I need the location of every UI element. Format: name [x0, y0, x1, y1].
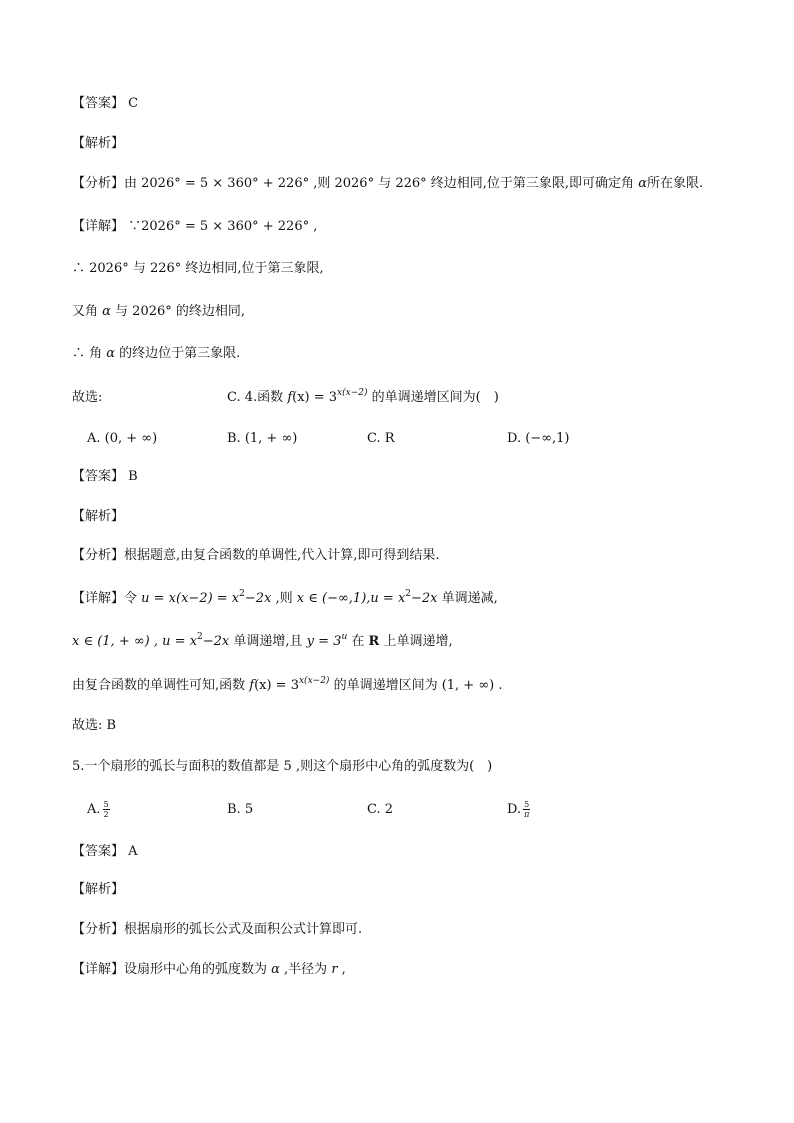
q3-detail-prefix: 【详解】 ∵	[72, 219, 142, 234]
q4-line3-b: (x) = 3	[254, 678, 299, 693]
q4-detail-a: 【详解】令	[72, 591, 142, 606]
q4-line2-f: 在	[347, 634, 369, 649]
q3-jiexi-label: 【解析】	[72, 136, 125, 151]
q4-option-c: C. R	[367, 431, 395, 446]
q4-detail-line2	[72, 632, 453, 652]
q4-line2-d: 单调递增,且	[229, 634, 307, 649]
q3-analysis-suffix: 所在象限.	[646, 176, 704, 191]
q4-choose: 故选: B	[72, 718, 117, 733]
q4-stem	[227, 388, 499, 408]
q4-line3-a: 由复合函数的单调性可知,函数	[72, 678, 250, 693]
q3-line2-alpha: α	[102, 304, 111, 319]
q4-detail	[72, 589, 498, 609]
q3-choose-answer: C.	[227, 390, 241, 405]
q4-detail-sup2: 2	[405, 589, 412, 599]
q5-detail-c: ,	[337, 962, 346, 977]
q4-line3-c: 的单调递增区间为	[329, 678, 442, 693]
q4-detail-line3	[72, 676, 503, 696]
q4-line3-d: (1, + ∞)	[441, 678, 495, 693]
q5-answer: 【答案】 A	[72, 844, 138, 859]
q4-line3-e: .	[494, 678, 503, 693]
q5-detail-a: 【详解】设扇形中心角的弧度数为	[72, 962, 272, 977]
q4-detail-c: −2x	[244, 591, 272, 606]
q5-option-a	[87, 800, 110, 820]
q4-analysis: 【分析】根据题意,由复合函数的单调性,代入计算,即可得到结果.	[72, 548, 440, 563]
q4-detail-h: 单调递减,	[437, 591, 498, 606]
q3-detail-line1: ∴ 2026° 与 226° 终边相同,位于第三象限,	[72, 261, 324, 276]
q4-line2-a: x ∈ (1, + ∞)	[72, 634, 150, 649]
q5-option-d-num: 5	[524, 800, 530, 809]
q5-detail-alpha: α	[271, 962, 280, 977]
q5-analysis: 【分析】根据扇形的弧长公式及面积公式计算即可.	[72, 922, 363, 937]
q5-option-a-num: 5	[103, 800, 109, 809]
q4-line2-b: , u = x	[149, 634, 198, 649]
q4-stem-b: 的单调递增区间为( )	[367, 390, 499, 405]
q5-detail	[72, 960, 346, 980]
q5-stem: 5.一个扇形的弧长与面积的数值都是 5 ,则这个扇形中心角的弧度数为( )	[72, 759, 493, 774]
q4-line3-f: f	[249, 678, 255, 693]
q4-option-b: B. (1, + ∞)	[227, 431, 298, 446]
q5-option-d-fraction	[523, 800, 530, 819]
q4-answer: 【答案】 B	[72, 469, 138, 484]
q3-answer: 【答案】 C	[72, 96, 139, 111]
q4-detail-e: x ∈ (−∞,1)	[296, 591, 367, 606]
q5-detail-r: r	[331, 962, 338, 977]
q4-stem-f: f	[287, 390, 293, 405]
q5-option-d-label: D.	[507, 802, 522, 817]
q5-option-a-label: A.	[87, 802, 101, 817]
q3-line3-alpha: α	[106, 346, 116, 361]
q4-line2-sup: 2	[197, 632, 203, 642]
q4-line2-c: −2x	[202, 634, 230, 649]
q3-analysis	[72, 174, 703, 194]
q4-stem-a: 4.函数	[244, 390, 288, 405]
q3-line2-a: 又角	[72, 304, 103, 319]
q5-option-c: C. 2	[367, 802, 394, 817]
q5-detail-b: ,半径为	[279, 962, 332, 977]
q3-analysis-mid: ,则 2026° 与 226° 终边相同,位于第三象限,即可确定角	[309, 176, 639, 191]
q4-line2-R: R	[368, 634, 380, 649]
q3-analysis-math: 2026° = 5 × 360° + 226°	[141, 176, 310, 191]
q3-detail	[72, 217, 317, 237]
q5-option-d	[507, 800, 530, 820]
q5-option-a-fraction	[103, 800, 110, 819]
q5-jiexi-label: 【解析】	[72, 882, 125, 897]
q4-line2-e: y = 3	[306, 634, 342, 649]
q3-analysis-alpha: α	[638, 176, 647, 191]
q3-line3-a: ∴ 角	[72, 346, 107, 361]
q4-line2-g: 上单调递增,	[379, 634, 453, 649]
q4-option-d: D. (−∞,1)	[507, 431, 570, 446]
q4-detail-sup: 2	[239, 589, 245, 599]
q3-line2-b: 与 2026° 的终边相同,	[110, 304, 246, 319]
q3-detail-line3	[72, 344, 240, 364]
q3-detail-line2	[72, 302, 245, 322]
q4-detail-d: ,则	[271, 591, 297, 606]
q3-line3-b: 的终边位于第三象限.	[115, 346, 241, 361]
q4-stem-x: (x) = 3	[292, 390, 338, 405]
q4-line2-exp: u	[341, 632, 348, 642]
q3-choose-label: 故选:	[72, 390, 103, 405]
q4-option-a: A. (0, + ∞)	[87, 431, 158, 446]
q5-option-b: B. 5	[227, 802, 254, 817]
q4-detail-g: −2x	[411, 591, 438, 606]
q4-jiexi-label: 【解析】	[72, 509, 125, 524]
q3-analysis-prefix: 【分析】由	[72, 176, 142, 191]
q4-detail-b: u = x(x−2) = x	[141, 591, 240, 606]
q4-detail-f: ,u = x	[366, 591, 406, 606]
q4-stem-exp: x(x−2)	[337, 388, 368, 398]
q5-option-a-den: 2	[103, 810, 109, 819]
q5-option-d-den: π	[524, 810, 530, 819]
q4-line3-exp: x(x−2)	[298, 676, 330, 686]
q3-detail-math: 2026° = 5 × 360° + 226° ,	[141, 219, 318, 234]
